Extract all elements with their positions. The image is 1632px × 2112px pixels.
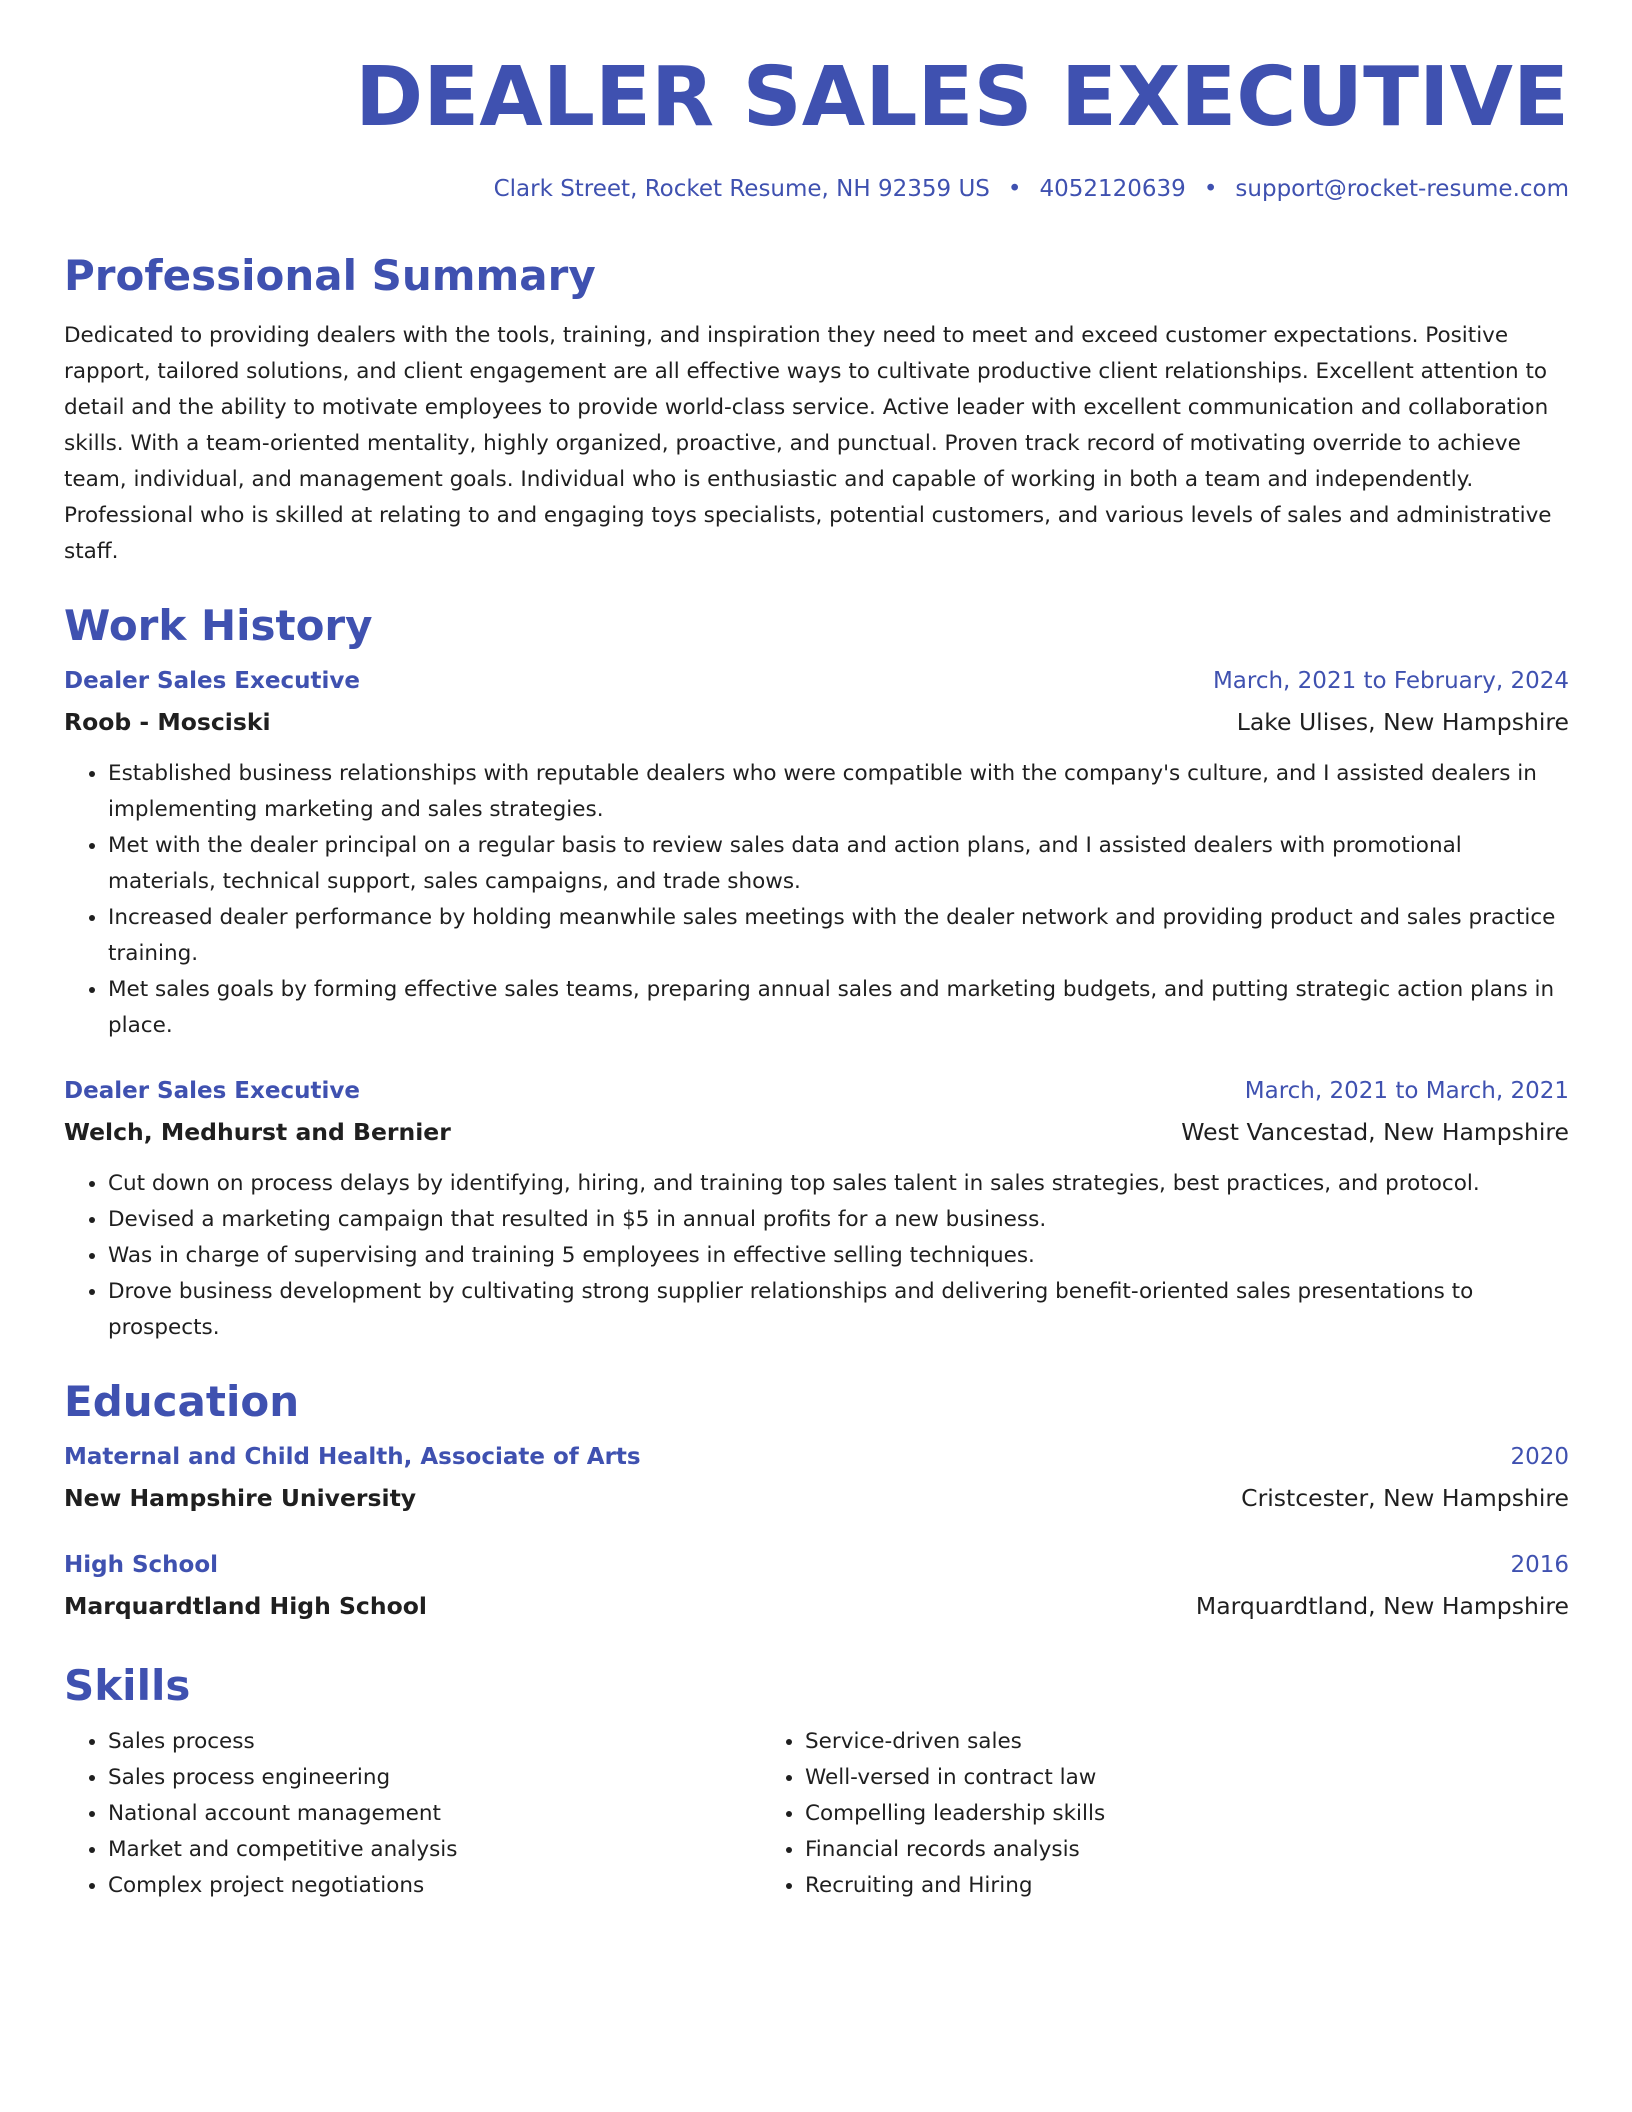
skill-item: • Compelling leadership skills	[805, 1796, 1458, 1832]
contact-address: Clark Street, Rocket Resume, NH 92359 US	[493, 176, 990, 202]
education-location: Cristcester, New Hampshire	[1241, 1484, 1569, 1512]
job-bullet: • Cut down on process delays by identifying, hiring, and training top sales talent in sales strategies, best practices, and protocol.	[108, 1166, 1569, 1202]
work-history-heading: Work History	[64, 601, 373, 650]
job-dates: March, 2021 to February, 2024	[1212, 668, 1569, 694]
skills-list-left	[64, 1724, 761, 1904]
education-school: New Hampshire University	[64, 1484, 417, 1512]
education-heading: Education	[64, 1377, 300, 1426]
job-entry	[64, 668, 1569, 1044]
resume-name: DEALER SALES EXECUTIVE	[355, 50, 1569, 145]
summary-heading: Professional Summary	[64, 251, 596, 300]
job-role: Dealer Sales Executive	[64, 1078, 360, 1104]
skills-heading: Skills	[64, 1661, 191, 1710]
job-role: Dealer Sales Executive	[64, 668, 360, 694]
education-school-row	[64, 1484, 1569, 1522]
skill-item: • Market and competitive analysis	[108, 1832, 761, 1868]
education-degree-row	[64, 1444, 1569, 1484]
job-company-row	[64, 708, 1569, 746]
skill-item: • Sales process	[108, 1724, 761, 1760]
job-bullet: • Increased dealer performance by holding meanwhile sales meetings with the dealer network and providing product and sales practice training.	[108, 900, 1569, 972]
job-location: West Vancestad, New Hampshire	[1181, 1118, 1569, 1146]
job-bullet: • Was in charge of supervising and training 5 employees in effective selling techniques.	[108, 1238, 1569, 1274]
job-dates: March, 2021 to March, 2021	[1244, 1078, 1569, 1104]
education-year: 2020	[1510, 1444, 1569, 1470]
education-location: Marquardtland, New Hampshire	[1195, 1592, 1569, 1620]
contact-line	[64, 176, 1569, 202]
job-title-row	[64, 668, 1569, 708]
skills-columns	[64, 1724, 1569, 1904]
contact-phone: 4052120639	[1039, 176, 1186, 202]
skill-item: • Complex project negotiations	[108, 1868, 761, 1904]
summary-text: Dedicated to providing dealers with the tools, training, and inspiration they need to meet and exceed customer expectations. Positive rapport, tailored solutions, and client engagement are all effective ways to cultivate productive client relationships. Excellent attention to detail and the ability to motivate employees to provide world-class service. Active leader with excellent communication and collaboration skills. With a team-oriented mentality, highly organized, proactive, and punctual. Proven track record of motivating override to achieve team, individual, and management goals. Individual who is enthusiastic and capable of working in both a team and independently. Professional who is skilled at relating to and engaging toys specialists, potential customers, and various levels of sales and administrative staff.	[64, 323, 1552, 564]
job-title-row	[64, 1078, 1569, 1118]
skills-list-right	[761, 1724, 1458, 1904]
education-entry	[64, 1444, 1569, 1522]
skill-item: • Financial records analysis	[805, 1832, 1458, 1868]
job-company-row	[64, 1118, 1569, 1156]
job-bullet: • Met sales goals by forming effective sales teams, preparing annual sales and marketing budgets, and putting strategic action plans in place.	[108, 972, 1569, 1044]
contact-email: support@rocket-resume.com	[1235, 176, 1569, 202]
skill-item: • National account management	[108, 1796, 761, 1832]
skill-item: • Sales process engineering	[108, 1760, 761, 1796]
skill-item: • Service-driven sales	[805, 1724, 1458, 1760]
education-degree-row	[64, 1552, 1569, 1592]
education-degree: Maternal and Child Health, Associate of Arts	[64, 1444, 641, 1470]
job-company: Welch, Medhurst and Bernier	[64, 1118, 451, 1146]
skill-item: • Recruiting and Hiring	[805, 1868, 1458, 1904]
job-entry	[64, 1078, 1569, 1346]
job-company: Roob - Mosciski	[64, 708, 271, 736]
education-school-row	[64, 1592, 1569, 1630]
job-bullet: • Met with the dealer principal on a regular basis to review sales data and action plans, and I assisted dealers with promotional materials, technical support, sales campaigns, and trade shows.	[108, 828, 1569, 900]
job-bullets	[64, 756, 1569, 1044]
job-bullets	[64, 1166, 1569, 1346]
education-entry	[64, 1552, 1569, 1630]
contact-separator: •	[1203, 176, 1218, 202]
skill-item: • Well-versed in contract law	[805, 1760, 1458, 1796]
job-bullet: • Drove business development by cultivating strong supplier relationships and delivering benefit-oriented sales presentations to prospects.	[108, 1274, 1569, 1346]
education-degree: High School	[64, 1552, 219, 1578]
resume-page	[64, 48, 1569, 1904]
job-location: Lake Ulises, New Hampshire	[1236, 708, 1569, 736]
job-bullet: • Established business relationships with reputable dealers who were compatible with the company's culture, and I assisted dealers in implementing marketing and sales strategies.	[108, 756, 1569, 828]
contact-separator: •	[1007, 176, 1022, 202]
education-school: Marquardtland High School	[64, 1592, 427, 1620]
education-year: 2016	[1510, 1552, 1569, 1578]
job-bullet: • Devised a marketing campaign that resulted in $5 in annual profits for a new business.	[108, 1202, 1569, 1238]
